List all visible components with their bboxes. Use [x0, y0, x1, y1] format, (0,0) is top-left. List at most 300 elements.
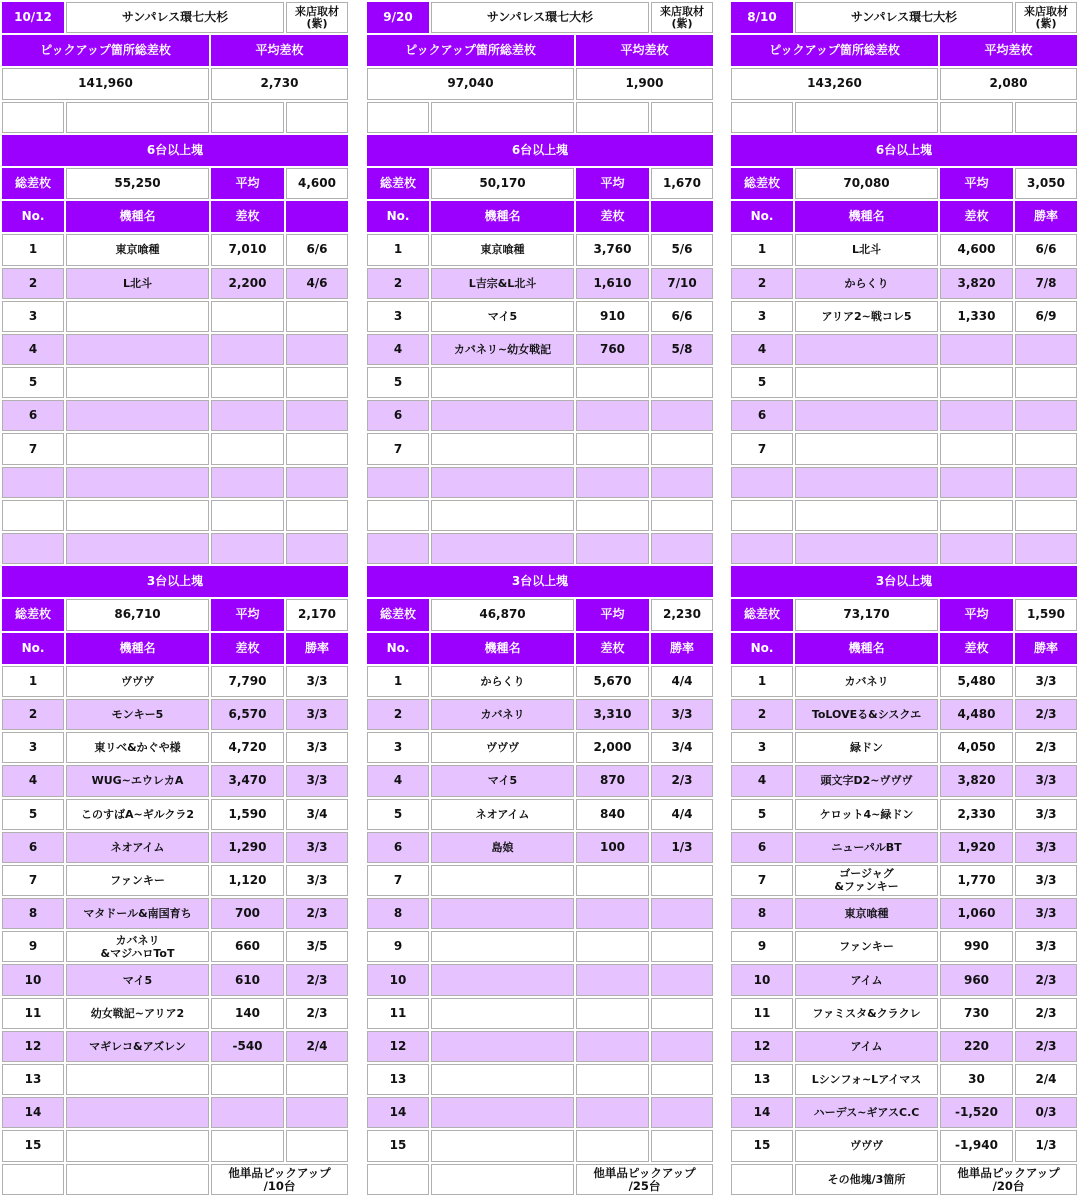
row-win-rate — [286, 1064, 348, 1095]
row-win-rate — [286, 301, 348, 332]
blank-cell — [731, 102, 793, 133]
row-win-rate — [651, 998, 713, 1029]
row-machine-name — [431, 1130, 574, 1161]
blank-cell — [651, 102, 713, 133]
row-win-rate — [651, 898, 713, 929]
row-machine-name: L北斗 — [795, 234, 938, 265]
three-avg-value: 2,230 — [651, 599, 713, 630]
row-no: 14 — [731, 1097, 793, 1128]
row-no: 7 — [731, 433, 793, 464]
row-machine-name — [431, 467, 574, 498]
row-machine-name: 島娘 — [431, 832, 574, 863]
three-plus-header: 3台以上塊 — [2, 566, 348, 597]
footer-left — [2, 1164, 64, 1195]
row-no: 6 — [367, 832, 429, 863]
row-diff: 7,010 — [211, 234, 284, 265]
row-win-rate — [286, 1097, 348, 1128]
row-no: 6 — [2, 832, 64, 863]
row-diff — [940, 533, 1013, 564]
row-machine-name: L吉宗&L北斗 — [431, 268, 574, 299]
panel-grid — [731, 2, 1077, 1195]
row-diff: 2,000 — [576, 732, 649, 763]
row-win-rate: 5/8 — [651, 334, 713, 365]
row-no — [367, 500, 429, 531]
row-diff: 990 — [940, 931, 1013, 962]
row-machine-name: ファミスタ&クラクレ — [795, 998, 938, 1029]
row-win-rate — [651, 964, 713, 995]
row-diff — [576, 964, 649, 995]
row-diff: -540 — [211, 1031, 284, 1062]
col-diff-header: 差枚 — [576, 633, 649, 664]
row-machine-name: マタドール&南国育ち — [66, 898, 209, 929]
row-machine-name: ToLOVEる&シスクエ — [795, 699, 938, 730]
row-machine-name: このすばA~ギルクラ2 — [66, 799, 209, 830]
row-win-rate: 3/4 — [651, 732, 713, 763]
col-diff-header: 差枚 — [576, 201, 649, 232]
row-diff: 1,060 — [940, 898, 1013, 929]
report-panel-1 — [2, 2, 348, 1195]
row-machine-name: 緑ドン — [795, 732, 938, 763]
row-machine-name: ヴヴヴ — [66, 666, 209, 697]
row-no: 14 — [367, 1097, 429, 1128]
col-machine-header: 機種名 — [66, 201, 209, 232]
row-machine-name: カバネリ~幼女戦記 — [431, 334, 574, 365]
row-no: 5 — [2, 799, 64, 830]
six-plus-header: 6台以上塊 — [2, 135, 348, 166]
row-win-rate: 2/3 — [286, 998, 348, 1029]
row-machine-name: アリア2~戦コレ5 — [795, 301, 938, 332]
row-diff: 100 — [576, 832, 649, 863]
six-plus-header: 6台以上塊 — [731, 135, 1077, 166]
col-no-header: No. — [731, 633, 793, 664]
row-diff — [940, 433, 1013, 464]
store-name: サンパレス環七大杉 — [66, 2, 284, 33]
row-win-rate: 3/3 — [286, 832, 348, 863]
row-no: 3 — [367, 732, 429, 763]
col-diff-header: 差枚 — [211, 201, 284, 232]
row-machine-name — [66, 301, 209, 332]
row-no: 9 — [2, 931, 64, 962]
row-diff — [211, 433, 284, 464]
row-win-rate — [286, 533, 348, 564]
row-machine-name: ケロット4~緑ドン — [795, 799, 938, 830]
row-no: 4 — [731, 765, 793, 796]
store-name: サンパレス環七大杉 — [431, 2, 649, 33]
row-diff: 5,480 — [940, 666, 1013, 697]
row-win-rate: 1/3 — [1015, 1130, 1077, 1161]
row-win-rate: 2/3 — [286, 964, 348, 995]
row-diff — [211, 1130, 284, 1161]
col-no-header: No. — [367, 201, 429, 232]
row-no: 11 — [367, 998, 429, 1029]
row-diff: 140 — [211, 998, 284, 1029]
col-winrate-header: 勝率 — [286, 633, 348, 664]
avg-label: 平均 — [211, 599, 284, 630]
row-diff: 3,820 — [940, 765, 1013, 796]
row-diff — [576, 931, 649, 962]
row-machine-name: カバネリ — [431, 699, 574, 730]
report-panel-3 — [731, 2, 1077, 1195]
row-diff: 7,790 — [211, 666, 284, 697]
row-machine-name — [431, 898, 574, 929]
row-machine-name — [431, 533, 574, 564]
avg-label: 平均 — [576, 599, 649, 630]
row-machine-name — [795, 433, 938, 464]
blank-cell — [286, 102, 348, 133]
row-win-rate: 3/3 — [286, 699, 348, 730]
row-diff — [576, 400, 649, 431]
row-diff: 3,820 — [940, 268, 1013, 299]
row-no: 7 — [367, 865, 429, 896]
row-win-rate — [651, 500, 713, 531]
row-no: 5 — [367, 799, 429, 830]
row-win-rate: 4/4 — [651, 799, 713, 830]
row-no — [2, 467, 64, 498]
row-machine-name — [431, 1064, 574, 1095]
row-diff — [576, 533, 649, 564]
six-plus-header: 6台以上塊 — [367, 135, 713, 166]
row-diff — [211, 1064, 284, 1095]
col-winrate-header — [286, 201, 348, 232]
row-diff: 960 — [940, 964, 1013, 995]
row-machine-name: WUG~エウレカA — [66, 765, 209, 796]
panel-grid — [2, 2, 348, 1195]
row-machine-name: からくり — [795, 268, 938, 299]
row-win-rate — [286, 334, 348, 365]
row-no: 7 — [2, 865, 64, 896]
row-machine-name — [431, 400, 574, 431]
row-no: 4 — [367, 334, 429, 365]
row-win-rate — [651, 400, 713, 431]
row-win-rate: 3/3 — [1015, 898, 1077, 929]
row-win-rate — [286, 1130, 348, 1161]
col-machine-header: 機種名 — [66, 633, 209, 664]
date-label: 10/12 — [2, 2, 64, 33]
row-diff: 1,770 — [940, 865, 1013, 896]
three-avg-value: 1,590 — [1015, 599, 1077, 630]
row-win-rate — [1015, 400, 1077, 431]
row-diff: 1,330 — [940, 301, 1013, 332]
row-no — [367, 467, 429, 498]
row-win-rate: 2/3 — [651, 765, 713, 796]
row-diff — [211, 1097, 284, 1128]
row-machine-name: ファンキー — [66, 865, 209, 896]
row-no: 3 — [731, 732, 793, 763]
row-diff: 2,200 — [211, 268, 284, 299]
row-machine-name — [795, 334, 938, 365]
row-win-rate — [651, 1130, 713, 1161]
blank-cell — [940, 102, 1013, 133]
row-diff: -1,940 — [940, 1130, 1013, 1161]
row-no: 1 — [731, 666, 793, 697]
row-win-rate — [1015, 334, 1077, 365]
col-no-header: No. — [2, 633, 64, 664]
row-win-rate — [1015, 433, 1077, 464]
row-win-rate: 6/6 — [651, 301, 713, 332]
row-no — [731, 533, 793, 564]
row-win-rate: 5/6 — [651, 234, 713, 265]
row-win-rate: 2/3 — [1015, 732, 1077, 763]
pickup-total-header: ピックアップ箇所総差枚 — [731, 35, 938, 66]
col-diff-header: 差枚 — [940, 633, 1013, 664]
row-diff: 1,120 — [211, 865, 284, 896]
row-diff: 870 — [576, 765, 649, 796]
row-win-rate: 3/3 — [1015, 931, 1077, 962]
avg-label: 平均 — [940, 599, 1013, 630]
three-avg-value: 2,170 — [286, 599, 348, 630]
row-diff — [576, 1031, 649, 1062]
row-no: 9 — [731, 931, 793, 962]
row-no: 3 — [731, 301, 793, 332]
row-machine-name — [66, 400, 209, 431]
avg-label: 平均 — [576, 168, 649, 199]
row-machine-name: マイ5 — [66, 964, 209, 995]
row-no: 2 — [367, 699, 429, 730]
blank-cell — [2, 102, 64, 133]
row-no: 2 — [2, 699, 64, 730]
row-diff: 30 — [940, 1064, 1013, 1095]
row-no: 2 — [2, 268, 64, 299]
row-no — [731, 500, 793, 531]
row-diff: 6,570 — [211, 699, 284, 730]
row-win-rate — [651, 533, 713, 564]
row-machine-name — [431, 433, 574, 464]
three-total-value: 46,870 — [431, 599, 574, 630]
row-no: 10 — [2, 964, 64, 995]
row-no: 15 — [731, 1130, 793, 1161]
avg-label: 平均 — [211, 168, 284, 199]
row-machine-name: アイム — [795, 1031, 938, 1062]
six-total-value: 70,080 — [795, 168, 938, 199]
pickup-total-value: 97,040 — [367, 68, 574, 99]
store-name: サンパレス環七大杉 — [795, 2, 1013, 33]
row-no: 4 — [731, 334, 793, 365]
total-diff-label: 総差枚 — [2, 168, 64, 199]
blank-cell — [1015, 102, 1077, 133]
row-machine-name — [431, 1031, 574, 1062]
row-win-rate — [651, 467, 713, 498]
row-no: 4 — [367, 765, 429, 796]
row-win-rate: 4/6 — [286, 268, 348, 299]
row-no: 1 — [2, 666, 64, 697]
row-diff — [211, 301, 284, 332]
row-no: 6 — [367, 400, 429, 431]
row-diff — [576, 500, 649, 531]
row-no: 1 — [367, 666, 429, 697]
row-machine-name: マイ5 — [431, 301, 574, 332]
row-machine-name: 東京喰種 — [66, 234, 209, 265]
row-diff: 660 — [211, 931, 284, 962]
date-label: 8/10 — [731, 2, 793, 33]
row-win-rate: 3/3 — [1015, 832, 1077, 863]
row-machine-name — [431, 931, 574, 962]
row-no: 15 — [367, 1130, 429, 1161]
row-diff — [576, 898, 649, 929]
row-machine-name — [66, 467, 209, 498]
row-no: 12 — [367, 1031, 429, 1062]
total-diff-label: 総差枚 — [731, 599, 793, 630]
pickup-total-header: ピックアップ箇所総差枚 — [367, 35, 574, 66]
row-no: 6 — [731, 832, 793, 863]
six-avg-value: 3,050 — [1015, 168, 1077, 199]
row-machine-name: ネオアイム — [66, 832, 209, 863]
row-win-rate — [1015, 367, 1077, 398]
row-no: 5 — [2, 367, 64, 398]
row-win-rate — [651, 1064, 713, 1095]
row-no: 13 — [731, 1064, 793, 1095]
row-win-rate — [651, 433, 713, 464]
row-win-rate — [286, 367, 348, 398]
col-machine-header: 機種名 — [431, 201, 574, 232]
row-no: 1 — [731, 234, 793, 265]
row-machine-name: Lシンフォ~Lアイマス — [795, 1064, 938, 1095]
row-no: 4 — [2, 334, 64, 365]
row-diff — [940, 367, 1013, 398]
row-win-rate: 2/3 — [1015, 998, 1077, 1029]
avg-diff-header: 平均差枚 — [940, 35, 1077, 66]
col-winrate-header — [651, 201, 713, 232]
row-diff — [211, 467, 284, 498]
row-no — [2, 533, 64, 564]
col-winrate-header: 勝率 — [651, 633, 713, 664]
blank-cell — [795, 102, 938, 133]
row-machine-name — [66, 533, 209, 564]
row-win-rate — [651, 931, 713, 962]
row-diff: 1,590 — [211, 799, 284, 830]
total-diff-label: 総差枚 — [2, 599, 64, 630]
row-machine-name: ニューパルBT — [795, 832, 938, 863]
row-win-rate: 0/3 — [1015, 1097, 1077, 1128]
visit-tag: 来店取材 (紫) — [651, 2, 713, 33]
pickup-total-value: 143,260 — [731, 68, 938, 99]
row-diff — [211, 367, 284, 398]
row-machine-name — [795, 500, 938, 531]
row-win-rate: 3/3 — [286, 666, 348, 697]
row-win-rate — [1015, 500, 1077, 531]
row-machine-name: カバネリ &マジハロToT — [66, 931, 209, 962]
row-diff: 730 — [940, 998, 1013, 1029]
row-machine-name: ヴヴヴ — [431, 732, 574, 763]
row-machine-name — [431, 367, 574, 398]
row-win-rate — [286, 500, 348, 531]
row-machine-name — [66, 1097, 209, 1128]
blank-cell — [367, 102, 429, 133]
footer-single-pickups: 他単品ピックアップ /20台 — [940, 1164, 1077, 1195]
row-win-rate — [1015, 467, 1077, 498]
row-no: 2 — [367, 268, 429, 299]
row-diff: -1,520 — [940, 1097, 1013, 1128]
row-no: 2 — [731, 699, 793, 730]
row-diff — [211, 533, 284, 564]
row-machine-name — [795, 533, 938, 564]
avg-diff-value: 1,900 — [576, 68, 713, 99]
row-win-rate — [1015, 533, 1077, 564]
row-machine-name — [431, 998, 574, 1029]
row-machine-name — [66, 433, 209, 464]
row-no: 10 — [367, 964, 429, 995]
row-win-rate: 6/9 — [1015, 301, 1077, 332]
six-total-value: 55,250 — [66, 168, 209, 199]
row-machine-name: 東京喰種 — [795, 898, 938, 929]
row-win-rate: 2/3 — [1015, 699, 1077, 730]
row-win-rate: 2/3 — [1015, 964, 1077, 995]
row-win-rate: 4/4 — [651, 666, 713, 697]
row-machine-name — [795, 367, 938, 398]
panel-grid — [367, 2, 713, 1195]
row-no — [367, 533, 429, 564]
row-no: 10 — [731, 964, 793, 995]
avg-label: 平均 — [940, 168, 1013, 199]
row-diff: 610 — [211, 964, 284, 995]
row-diff — [940, 500, 1013, 531]
row-machine-name: 幼女戦記~アリア2 — [66, 998, 209, 1029]
row-win-rate: 3/3 — [1015, 765, 1077, 796]
footer-single-pickups: 他単品ピックアップ /25台 — [576, 1164, 713, 1195]
col-machine-header: 機種名 — [431, 633, 574, 664]
blank-cell — [66, 102, 209, 133]
total-diff-label: 総差枚 — [367, 599, 429, 630]
row-win-rate — [286, 400, 348, 431]
six-avg-value: 1,670 — [651, 168, 713, 199]
row-win-rate: 1/3 — [651, 832, 713, 863]
row-diff — [576, 1064, 649, 1095]
blank-cell — [211, 102, 284, 133]
row-diff: 220 — [940, 1031, 1013, 1062]
date-label: 9/20 — [367, 2, 429, 33]
row-no: 9 — [367, 931, 429, 962]
row-win-rate: 3/3 — [1015, 666, 1077, 697]
row-win-rate — [286, 467, 348, 498]
col-no-header: No. — [731, 201, 793, 232]
pickup-total-value: 141,960 — [2, 68, 209, 99]
row-diff — [211, 334, 284, 365]
row-no: 7 — [367, 433, 429, 464]
row-win-rate: 2/3 — [1015, 1031, 1077, 1062]
row-win-rate: 2/3 — [286, 898, 348, 929]
six-avg-value: 4,600 — [286, 168, 348, 199]
row-machine-name: L北斗 — [66, 268, 209, 299]
col-machine-header: 機種名 — [795, 201, 938, 232]
row-machine-name — [66, 500, 209, 531]
row-win-rate: 3/3 — [286, 865, 348, 896]
row-win-rate: 6/6 — [1015, 234, 1077, 265]
row-machine-name: ネオアイム — [431, 799, 574, 830]
row-win-rate: 3/3 — [1015, 865, 1077, 896]
row-no — [731, 467, 793, 498]
row-diff — [940, 334, 1013, 365]
row-no: 3 — [2, 732, 64, 763]
row-machine-name — [66, 1064, 209, 1095]
avg-diff-value: 2,080 — [940, 68, 1077, 99]
row-no: 13 — [367, 1064, 429, 1095]
row-win-rate: 3/3 — [651, 699, 713, 730]
footer-other-clusters — [431, 1164, 574, 1195]
row-diff: 4,480 — [940, 699, 1013, 730]
row-machine-name: アイム — [795, 964, 938, 995]
row-machine-name: モンキー5 — [66, 699, 209, 730]
col-winrate-header: 勝率 — [1015, 201, 1077, 232]
row-machine-name: ハーデス~ギアスC.C — [795, 1097, 938, 1128]
col-diff-header: 差枚 — [940, 201, 1013, 232]
row-no: 2 — [731, 268, 793, 299]
row-diff — [940, 467, 1013, 498]
row-diff: 1,920 — [940, 832, 1013, 863]
row-no: 1 — [367, 234, 429, 265]
row-diff — [576, 467, 649, 498]
row-diff: 5,670 — [576, 666, 649, 697]
row-win-rate: 7/8 — [1015, 268, 1077, 299]
row-no: 13 — [2, 1064, 64, 1095]
